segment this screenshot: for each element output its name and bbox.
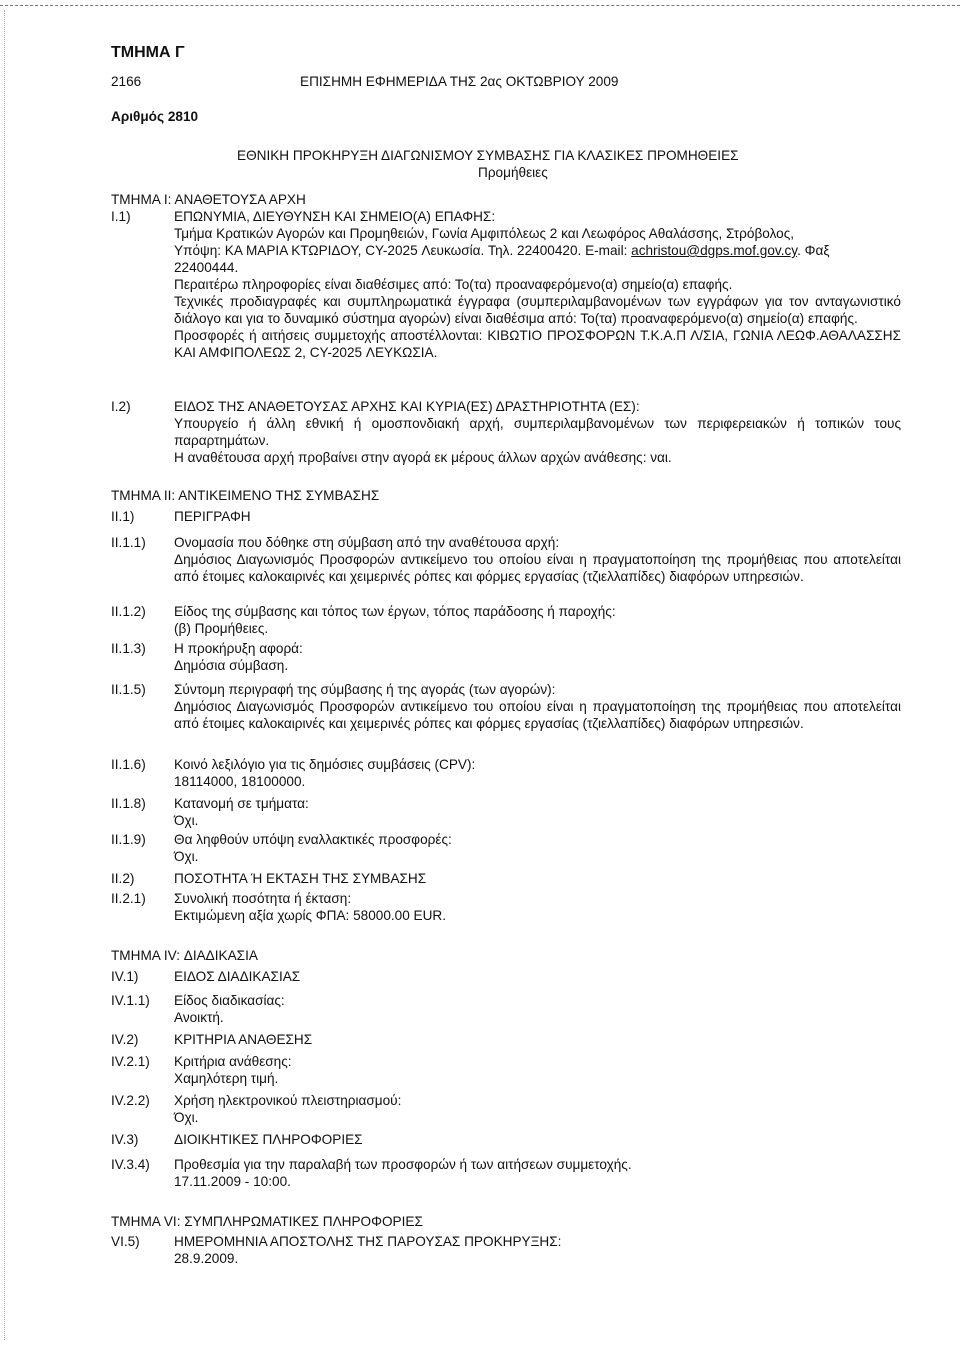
item-i1 [111,208,901,361]
gazette-title: ΕΠΙΣΗΜΗ ΕΦΗΜΕΡΙΔΑ ΤΗΣ 2ας ΟΚΤΩΒΡΙΟΥ 2009 [300,74,619,89]
item-number: ΙΙ.1.1) [111,535,146,550]
section-6-title: ΤΜΗΜΑ VI: ΣΥΜΠΛΗΡΩΜΑΤΙΚΕΣ ΠΛΗΡΟΦΟΡΙΕΣ [111,1214,423,1229]
item-iv-2 [111,1031,901,1048]
item-ii-1-6 [111,756,901,790]
fax-number: 22400444. [174,260,239,275]
item-iv-1 [111,968,901,985]
item-ii-1-1 [111,534,901,585]
item-number: IV.2.1) [111,1054,150,1069]
item-line: Είδος της σύμβασης και τόπος των έργων, τόπος παράδοσης ή παροχής: [174,604,616,619]
section-label: ΤΜΗΜΑ Γ [111,44,185,61]
item-line: Όχι. [174,849,199,864]
item-number: ΙΙ.1.8) [111,796,146,811]
item-number: ΙΙ.1.2) [111,604,146,619]
item-line: Συνολική ποσότητα ή έκταση: [174,891,352,906]
item-line: Χρήση ηλεκτρονικού πλειστηριασμού: [174,1093,402,1108]
item-number: ΙΙ.1.3) [111,641,146,656]
item-line: Κριτήρια ανάθεσης: [174,1054,292,1069]
item-line: ΗΜΕΡΟΜΗΝΙΑ ΑΠΟΣΤΟΛΗΣ ΤΗΣ ΠΑΡΟΥΣΑΣ ΠΡΟΚΗΡΥΞΗΣ: [174,1234,562,1249]
item-line: Προθεσμία για την παραλαβή των προσφορών ή των αιτήσεων συμμετοχής. [174,1157,632,1172]
section-4-title: ΤΜΗΜΑ IV: ΔΙΑΔΙΚΑΣΙΑ [111,948,258,963]
item-iv-1-1 [111,992,901,1026]
email-link[interactable]: achristou@dgps.mof.gov.cy [631,243,798,258]
item-line: Όχι. [174,813,199,828]
left-margin-line [4,10,5,1340]
item-iv-3 [111,1131,901,1148]
item-number: IV.1) [111,969,139,984]
item-heading: ΕΠΩΝΥΜΙΑ, ΔΙΕΥΘΥΝΣΗ ΚΑΙ ΣΗΜΕΙΟ(Α) ΕΠΑΦΗΣ: [174,209,496,224]
item-number: Ι.1) [111,209,131,224]
contact-line [174,242,901,259]
item-number: ΙΙ.1.9) [111,832,146,847]
item-number: VI.5) [111,1234,140,1249]
item-line: ΠΕΡΙΓΡΑΦΗ [174,509,251,524]
item-line: Θα ληφθούν υπόψη εναλλακτικές προσφορές: [174,832,452,847]
contact-text: Υπόψη: ΚΑ ΜΑΡΙΑ ΚΤΩΡΙΔΟΥ, CY-2025 Λευκωσία. Τηλ. 22400420. E-mail: [174,243,632,258]
item-ii-1-5 [111,681,901,732]
item-ii-2 [111,870,901,887]
item-paragraph: Δημόσιος Διαγωνισμός Προσφορών αντικείμενο του οποίου είναι η πραγματοποίηση της προμήθειας που αποτελείται από έτοιμες καλοκαιρινές και χειμερινές ρόπες και φόρμες εργασίας (τζιελλαπίδες) διαφόρων υπηρεσιών. [174,699,901,731]
item-line: ΕΙΔΟΣ ΔΙΑΔΙΚΑΣΙΑΣ [174,969,301,984]
item-line: Είδος διαδικασίας: [174,993,285,1008]
item-iv-2-2 [111,1092,901,1126]
item-number: Ι.2) [111,399,131,414]
item-line: (β) Προμήθειες. [174,621,269,636]
item-ii-1-9 [111,831,901,865]
item-ii-2-1 [111,890,901,924]
offers-paragraph: Προσφορές ή αιτήσεις συμμετοχής αποστέλλονται: ΚΙΒΩΤΙΟ ΠΡΟΣΦΟΡΩΝ Τ.Κ.Α.Π Λ/ΣΙΑ, ΓΩΝΙΑ ΛΕΩΦ.ΑΘΑΛΑΣΣΗΣ ΚΑΙ ΑΜΦΙΠΟΛΕΩΣ 2, CY-2025 ΛΕΥΚΩΣΙΑ. [174,328,901,360]
further-info: Περαιτέρω πληροφορίες είναι διαθέσιμες από: Το(τα) προαναφερόμενο(α) σημείο(α) επαφής. [174,277,733,292]
specs-paragraph: Τεχνικές προδιαγραφές και συμπληρωματικά έγγραφα (συμπεριλαμβανομένων των εγγράφων για τον ανταγωνιστικό διάλογο και για το δυναμικό σύστημα αγορών) είναι διαθέσιμα από: Το(τα) προαναφερόμενο(α) σημείο(α) επαφής. [174,294,901,326]
item-line: ΚΡΙΤΗΡΙΑ ΑΝΑΘΕΣΗΣ [174,1032,313,1047]
item-line: 18114000, 18100000. [174,774,306,789]
item-line: Η προκήρυξη αφορά: [174,641,303,656]
item-iv-3-4 [111,1156,901,1190]
item-number: ΙΙ.2.1) [111,891,146,906]
notice-subtitle: Προμήθειες [478,165,548,180]
item-ii-1-3 [111,640,901,674]
item-line: Χαμηλότερη τιμή. [174,1071,279,1086]
item-number: IV.3.4) [111,1157,150,1172]
item-line: Όχι. [174,1110,199,1125]
item-i2 [111,398,901,466]
item-number: ΙΙ.1.5) [111,682,146,697]
item-line: ΔΙΟΙΚΗΤΙΚΕΣ ΠΛΗΡΟΦΟΡΙΕΣ [174,1132,363,1147]
item-paragraph: Δημόσιος Διαγωνισμός Προσφορών αντικείμενο του οποίου είναι η πραγματοποίηση της προμήθειας που αποτελείται από έτοιμες καλοκαιρινές και χειμερινές ρόπες και φόρμες εργασίας (τζιελλαπίδες) διαφόρων υπηρεσιών. [174,552,901,584]
item-number: IV.2) [111,1032,139,1047]
item-ii-1-8 [111,795,901,829]
purchase-on-behalf: Η αναθέτουσα αρχή προβαίνει στην αγορά εκ μέρους άλλων αρχών ανάθεσης: ναι. [174,450,672,465]
item-number: IV.3) [111,1132,139,1147]
item-line: Κατανομή σε τμήματα: [174,796,309,811]
authority-type: Υπουργείο ή άλλη εθνική ή ομοσπονδιακή αρχή, συμπεριλαμβανομένων των περιφερειακών ή τοπικών τους παραρτημάτων. [174,416,901,448]
item-number: IV.1.1) [111,993,150,1008]
item-line: 17.11.2009 - 10:00. [174,1174,291,1189]
item-number: ΙΙ.1.6) [111,757,146,772]
notice-number: Αριθμός 2810 [111,109,199,124]
item-number: IV.2.2) [111,1093,150,1108]
item-line: Δημόσια σύμβαση. [174,658,289,673]
item-line: ΠΟΣΟΤΗΤΑ Ή ΕΚΤΑΣΗ ΤΗΣ ΣΥΜΒΑΣΗΣ [174,871,427,886]
top-border [0,5,960,6]
item-vi-5 [111,1233,901,1267]
page-number: 2166 [111,74,142,89]
item-iv-2-1 [111,1053,901,1087]
item-ii-1 [111,508,901,525]
item-line: Ανοικτή. [174,1010,224,1025]
item-heading: ΕΙΔΟΣ ΤΗΣ ΑΝΑΘΕΤΟΥΣΑΣ ΑΡΧΗΣ ΚΑΙ ΚΥΡΙΑ(ΕΣ) ΔΡΑΣΤΗΡΙΟΤΗΤΑ (ΕΣ): [174,399,640,414]
item-line: 28.9.2009. [174,1251,239,1266]
item-number: ΙΙ.2) [111,871,135,886]
item-line: Σύντομη περιγραφή της σύμβασης ή της αγοράς (των αγορών): [174,682,556,697]
item-ii-1-2 [111,603,901,637]
address-line: Τμήμα Κρατικών Αγορών και Προμηθειών, Γωνία Αμφιπόλεως 2 και Λεωφόρος Αθαλάσσης, Στρόβολος, [174,226,795,241]
section-2-title: ΤΜΗΜΑ ΙΙ: ΑΝΤΙΚΕΙΜΕΝΟ ΤΗΣ ΣΥΜΒΑΣΗΣ [111,488,380,503]
fax-label: . Φαξ [797,243,830,258]
section-1-title: ΤΜΗΜΑ Ι: ΑΝΑΘΕΤΟΥΣΑ ΑΡΧΗ [111,192,306,207]
item-line: Ονομασία που δόθηκε στη σύμβαση από την αναθέτουσα αρχή: [174,535,560,550]
notice-title: ΕΘΝΙΚΗ ΠΡΟΚΗΡΥΞΗ ΔΙΑΓΩΝΙΣΜΟΥ ΣΥΜΒΑΣΗΣ ΓΙΑ ΚΛΑΣΙΚΕΣ ΠΡΟΜΗΘΕΙΕΣ [237,148,739,163]
item-line: Εκτιμώμενη αξία χωρίς ΦΠΑ: 58000.00 EUR. [174,908,447,923]
item-number: ΙΙ.1) [111,509,135,524]
item-line: Κοινό λεξιλόγιο για τις δημόσιες συμβάσεις (CPV): [174,757,476,772]
